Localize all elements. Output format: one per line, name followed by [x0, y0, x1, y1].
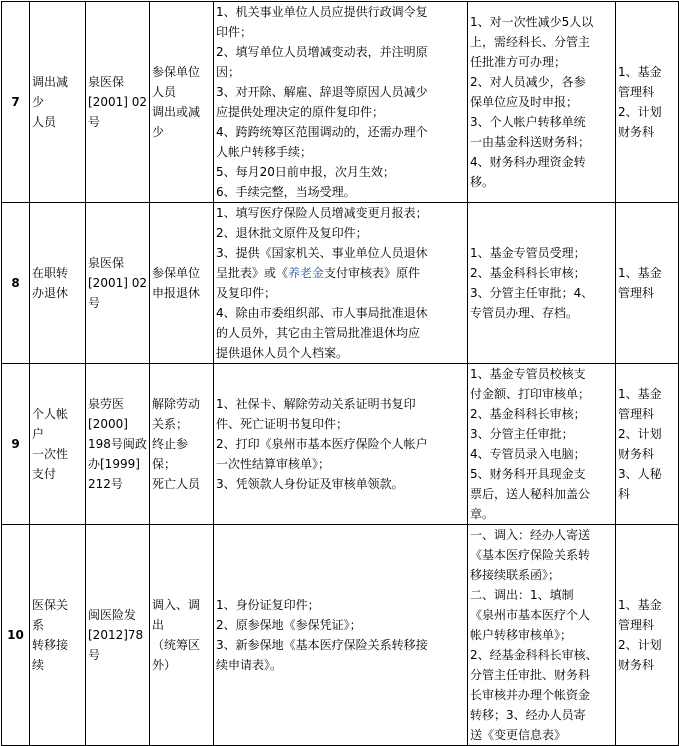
procedure-line: 送《变更信息表》: [470, 728, 567, 742]
table-row: [2, 2, 679, 203]
materials-cell: [214, 2, 468, 203]
basis-line: 泉医保: [88, 256, 125, 270]
item-line: 转移接: [32, 638, 69, 652]
basis-line: 泉劳医: [88, 397, 125, 411]
procedure-line: 专管员办理、存档。: [470, 306, 579, 320]
basis-cell: [86, 364, 150, 525]
materials-cell: [214, 203, 468, 364]
materials-line: 及复印件；: [216, 286, 277, 300]
materials-line: 3、提供《国家机关、事业单位人员退休: [216, 246, 428, 260]
item-line: 在职转: [32, 266, 69, 280]
procedure-cell: [468, 525, 616, 746]
procedure-line: 移。: [470, 175, 495, 189]
item-cell: [30, 203, 86, 364]
materials-line: 4、跨跨统筹区范围调动的，还需办理个: [216, 125, 428, 139]
item-line: 续: [32, 658, 45, 672]
materials-line: 3、新参保地《基本医疗保险关系转移接: [216, 638, 428, 652]
materials-line: 2、原参保地《参保凭证》；: [216, 618, 362, 632]
item-cell: [30, 2, 86, 203]
dept-cell: [616, 525, 679, 746]
procedure-line: 5、财务科开具现金支: [470, 467, 586, 481]
dept-line: 1、基金: [618, 387, 662, 401]
basis-line: 办[1999]: [88, 457, 140, 471]
item-line: 支付: [32, 467, 57, 481]
materials-line: 的人员外，其它由主管局批准退休均应: [216, 326, 421, 340]
materials-cell: [214, 525, 468, 746]
row-number: 8: [2, 203, 30, 364]
procedure-line: 转移；3、经办人员寄: [470, 708, 586, 722]
procedure-line: 帐户转移审核单》；: [470, 628, 573, 642]
procedure-line: 3、分管主任审批；4、: [470, 286, 594, 300]
materials-line: 续申请表》。: [216, 658, 283, 672]
dept-line: 2、计划: [618, 105, 662, 119]
materials-line: 1、填写医疗保险人员增减变更月报表；: [216, 206, 428, 220]
materials-line: 2、填写单位人员增减变动表，并注明原: [216, 45, 428, 59]
dept-line: 1、基金: [618, 598, 662, 612]
row-number: 9: [2, 364, 30, 525]
scope-line: 调出或减: [152, 105, 201, 119]
materials-line: 一次性结算审核单》；: [216, 457, 331, 471]
procedure-line: 上，需经科长、分管主: [470, 35, 591, 49]
materials-line: 4、除由市委组织部、市人事局批准退休: [216, 306, 428, 320]
item-line: 户: [32, 427, 45, 441]
service-table: [1, 1, 679, 746]
dept-line: 管理科: [618, 85, 655, 99]
procedure-line: 章。: [470, 507, 495, 521]
item-line: 办退休: [32, 286, 69, 300]
procedure-line: 长审核并办理个帐资金: [470, 688, 591, 702]
basis-cell: [86, 203, 150, 364]
basis-line: 闽医险发: [88, 608, 137, 622]
dept-line: 财务科: [618, 125, 655, 139]
basis-line: [2000]: [88, 417, 128, 431]
table-row: [2, 203, 679, 364]
scope-line: 人员: [152, 85, 177, 99]
scope-cell: [150, 364, 214, 525]
dept-line: 3、人秘: [618, 467, 662, 481]
procedure-line: 任批准方可办理；: [470, 55, 567, 69]
scope-line: 关系；: [152, 417, 189, 431]
scope-line: 死亡人员: [152, 477, 201, 491]
procedure-line: 4、财务科办理资金转: [470, 155, 586, 169]
procedure-cell: [468, 2, 616, 203]
materials-line: 印件；: [216, 25, 253, 39]
procedure-line: 分管主任审批、财务科: [470, 668, 591, 682]
materials-line: 6、手续完整，当场受理。: [216, 185, 356, 199]
scope-line: 解除劳动: [152, 397, 201, 411]
scope-line: 参保单位: [152, 65, 201, 79]
pension-link[interactable]: 养老金: [288, 266, 325, 280]
basis-line: 号: [88, 115, 101, 129]
basis-line: 号: [88, 296, 101, 310]
row-number: 10: [2, 525, 30, 746]
dept-line: 财务科: [618, 658, 655, 672]
scope-cell: [150, 525, 214, 746]
scope-cell: [150, 203, 214, 364]
item-line: 个人帐: [32, 407, 69, 421]
materials-line: 人帐户转移手续；: [216, 145, 313, 159]
materials-line: 1、身份证复印件；: [216, 598, 320, 612]
item-line: 系: [32, 618, 45, 632]
materials-line: 1、社保卡、解除劳动关系证明书复印: [216, 397, 416, 411]
scope-line: 少: [152, 125, 165, 139]
dept-line: 2、计划: [618, 638, 662, 652]
materials-line: 2、退休批文原件及复印件；: [216, 226, 368, 240]
table-row: [2, 525, 679, 746]
scope-cell: [150, 2, 214, 203]
procedure-line: 2、经基金科科长审核、: [470, 648, 598, 662]
basis-line: [2012]78: [88, 628, 144, 642]
materials-line: 因；: [216, 65, 241, 79]
dept-line: 管理科: [618, 618, 655, 632]
dept-line: 管理科: [618, 286, 655, 300]
scope-line: 参保单位: [152, 266, 201, 280]
materials-text: 呈批表》或《: [216, 266, 289, 280]
materials-line: 应提供处理决定的原件复印件；: [216, 105, 385, 119]
procedure-line: 2、对人员减少，各参: [470, 75, 586, 89]
item-line: 人员: [32, 115, 57, 129]
basis-cell: [86, 2, 150, 203]
scope-line: 外）: [152, 658, 177, 672]
materials-line: 1、机关事业单位人员应提供行政调令复: [216, 5, 428, 19]
procedure-line: 一、调入：经办人寄送: [470, 528, 591, 542]
materials-line: [216, 263, 465, 283]
basis-line: 212号: [88, 477, 123, 491]
procedure-line: 3、个人帐户转移单统: [470, 115, 586, 129]
scope-line: 出: [152, 618, 165, 632]
scope-line: （统筹区: [152, 638, 201, 652]
procedure-cell: [468, 364, 616, 525]
procedure-line: 1、对一次性减少5人以: [470, 15, 594, 29]
table-row: [2, 364, 679, 525]
scope-line: 保；: [152, 457, 177, 471]
procedure-line: 票后，送人秘科加盖公: [470, 487, 591, 501]
procedure-line: 《泉州市基本医疗个人: [470, 608, 591, 622]
basis-line: 泉医保: [88, 75, 125, 89]
dept-line: 财务科: [618, 447, 655, 461]
materials-text: 支付审核表》原件: [324, 266, 421, 280]
basis-cell: [86, 525, 150, 746]
materials-line: 件、死亡证明书复印件；: [216, 417, 349, 431]
procedure-line: 4、专管员录入电脑；: [470, 447, 586, 461]
procedure-line: 二、调出：1、填制: [470, 588, 574, 602]
dept-line: 2、计划: [618, 427, 662, 441]
dept-cell: [616, 203, 679, 364]
dept-line: 管理科: [618, 407, 655, 421]
row-number: 7: [2, 2, 30, 203]
item-line: 少: [32, 95, 45, 109]
dept-line: 1、基金: [618, 266, 662, 280]
dept-line: 科: [618, 487, 631, 501]
basis-line: 号: [88, 648, 101, 662]
basis-line: [2001] 02: [88, 276, 147, 290]
materials-cell: [214, 364, 468, 525]
item-cell: [30, 525, 86, 746]
scope-line: 申报退休: [152, 286, 201, 300]
procedure-line: 付金额、打印审核单；: [470, 387, 591, 401]
materials-line: 5、每月20日前申报，次月生效；: [216, 165, 395, 179]
procedure-line: 1、基金专管员校核支: [470, 367, 586, 381]
procedure-cell: [468, 203, 616, 364]
procedure-line: 保单位应及时申报；: [470, 95, 579, 109]
materials-line: 2、打印《泉州市基本医疗保险个人帐户: [216, 437, 428, 451]
dept-line: 1、基金: [618, 65, 662, 79]
dept-cell: [616, 364, 679, 525]
scope-line: 调入、调: [152, 598, 201, 612]
item-line: 医保关: [32, 598, 69, 612]
item-cell: [30, 364, 86, 525]
procedure-line: 移接续联系函》；: [470, 568, 561, 582]
procedure-line: 3、分管主任审批；: [470, 427, 574, 441]
procedure-line: 一由基金科送财务科；: [470, 135, 591, 149]
procedure-line: 1、基金专管员受理；: [470, 246, 586, 260]
dept-cell: [616, 2, 679, 203]
basis-line: [2001] 02: [88, 95, 147, 109]
materials-line: 3、凭领款人身份证及审核单领款。: [216, 477, 404, 491]
materials-line: 3、对开除、解雇、辞退等原因人员减少: [216, 85, 428, 99]
procedure-line: 2、基金科科长审核；: [470, 407, 586, 421]
scope-line: 终止参: [152, 437, 189, 451]
procedure-line: 2、基金科科长审核；: [470, 266, 586, 280]
item-line: 调出减: [32, 75, 69, 89]
procedure-line: 《基本医疗保险关系转: [470, 548, 591, 562]
materials-line: 提供退休人员个人档案。: [216, 346, 349, 360]
basis-line: 198号闽政: [88, 437, 147, 451]
item-line: 一次性: [32, 447, 69, 461]
